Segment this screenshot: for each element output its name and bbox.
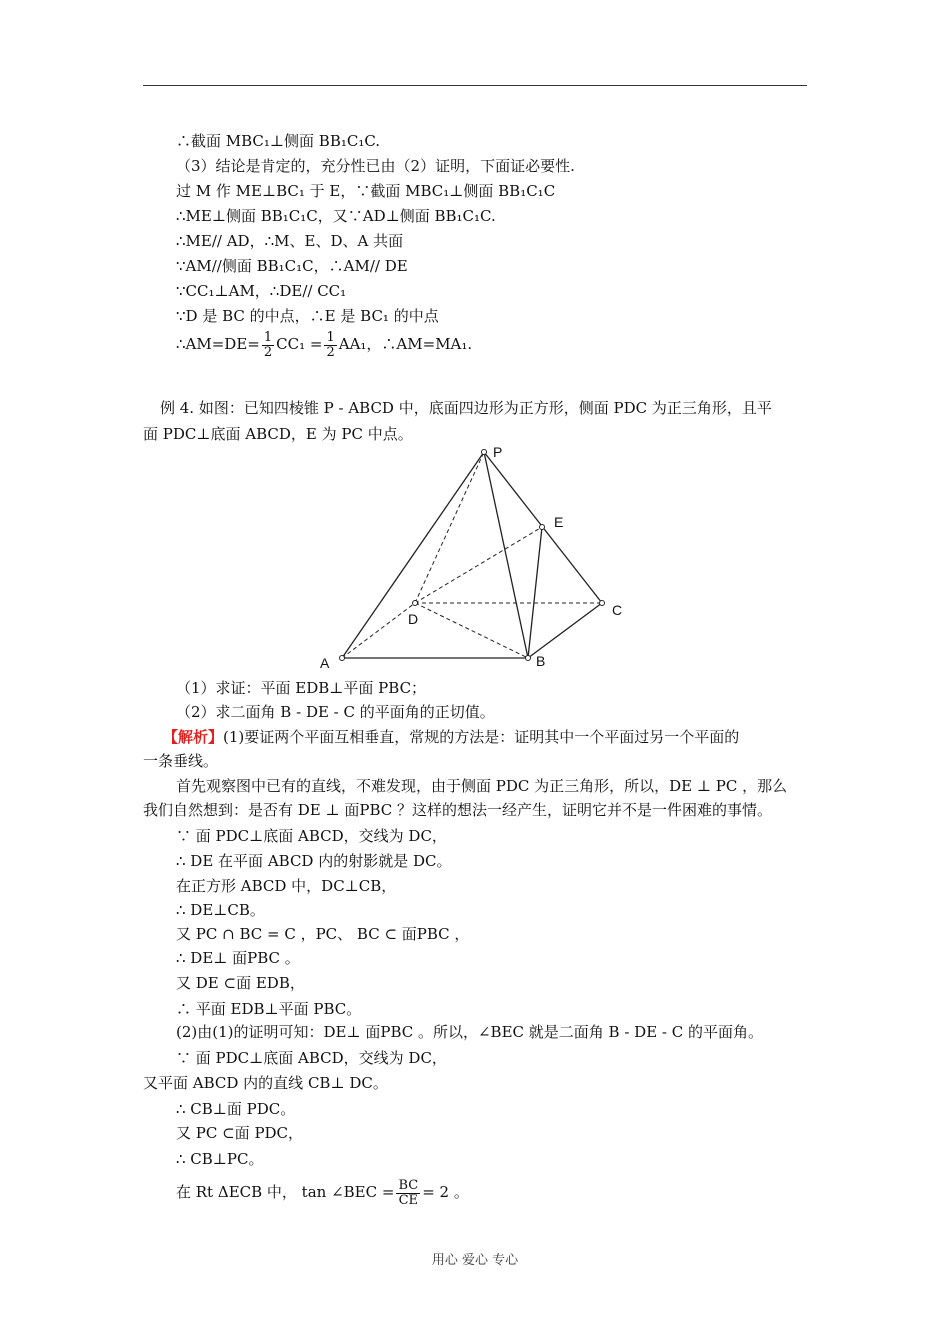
fraction-bc-ce: $\frac{BC}{CE}$ bbox=[398, 1177, 419, 1208]
text-line: 一条垂线。 bbox=[143, 752, 219, 770]
formula-am-de: ∴AM=DE= $\frac{1}{2}$ CC₁ = $\frac{1}{2}$ AA₁，∴AM=MA₁. bbox=[176, 329, 473, 360]
page-footer: 用心 爱心 专心 bbox=[431, 1253, 519, 1268]
text-line: ∴ DE⊥CB。 bbox=[176, 901, 265, 919]
text-line: ∵ 面 PDC⊥底面 ABCD，交线为 DC， bbox=[176, 827, 447, 845]
text-line: ∵AM//侧面 BB₁C₁C，∴AM// DE bbox=[176, 257, 408, 275]
text-line: 首先观察图中已有的直线，不难发现，由于侧面 PDC 为正三角形，所以，DE ⊥ PC ，那么 bbox=[176, 777, 788, 795]
text-line: (2)由(1)的证明可知：DE⊥ 面PBC 。所以，∠BEC 就是二面角 B - DE - C 的平面角。 bbox=[176, 1023, 763, 1041]
label-d: D bbox=[408, 611, 419, 627]
text-line: ∵ 面 PDC⊥底面 ABCD，交线为 DC， bbox=[176, 1049, 447, 1067]
text-line: ∴ CB⊥PC。 bbox=[176, 1150, 264, 1168]
fraction-half: $\frac{1}{2}$ bbox=[263, 329, 273, 360]
text-line: 我们自然想到：是否有 DE ⊥ 面PBC ？这样的想法一经产生，证明它并不是一件困难的事情。 bbox=[143, 801, 773, 819]
example-title: 例 4. 如图：已知四棱锥 P - ABCD 中，底面四边形为正方形，侧面 PDC 为正三角形，且平 bbox=[160, 399, 772, 417]
text-line: ∴ME// AD，∴M、E、D、A 共面 bbox=[176, 232, 404, 250]
text-line: 过 M 作 ME⊥BC₁ 于 E，∵截面 MBC₁⊥侧面 BB₁C₁C bbox=[176, 182, 556, 200]
formula-tan: 在 Rt ΔECB 中， tan ∠BEC = $\frac{BC}{CE}$ = 2 。 bbox=[176, 1177, 469, 1208]
text-line: ∵D 是 BC 的中点，∴E 是 BC₁ 的中点 bbox=[176, 307, 439, 325]
text-line: ∴ 平面 EDB⊥平面 PBC。 bbox=[176, 1000, 362, 1018]
text-line: 又 DE ⊂面 EDB， bbox=[176, 974, 305, 992]
question-1: （1）求证：平面 EDB⊥平面 PBC； bbox=[176, 679, 427, 697]
label-a: A bbox=[320, 655, 330, 671]
text-line: 又 PC ⊂面 PDC， bbox=[176, 1124, 304, 1142]
text-line: 面 PDC⊥底面 ABCD，E 为 PC 中点。 bbox=[143, 425, 413, 443]
text-line: 又 PC ∩ BC = C ，PC、 BC ⊂ 面PBC ， bbox=[176, 925, 470, 943]
label-c: C bbox=[612, 602, 623, 618]
label-b: B bbox=[536, 653, 546, 669]
text-line: 又平面 ABCD 内的直线 CB⊥ DC。 bbox=[143, 1074, 388, 1092]
text-line: ∵CC₁⊥AM，∴DE// CC₁ bbox=[176, 282, 347, 300]
text-line: 在正方形 ABCD 中，DC⊥CB， bbox=[176, 877, 397, 895]
text-line: ∴ DE 在平面 ABCD 内的射影就是 DC。 bbox=[176, 852, 452, 870]
fraction-half: $\frac{1}{2}$ bbox=[326, 329, 335, 360]
analysis-line: 【解析】(1)要证两个平面互相垂直，常规的方法是：证明其中一个平面过另一个平面的 bbox=[163, 728, 740, 746]
question-2: （2）求二面角 B - DE - C 的平面角的正切值。 bbox=[176, 703, 495, 721]
text-line: ∴ME⊥侧面 BB₁C₁C，又∵AD⊥侧面 BB₁C₁C. bbox=[176, 207, 496, 225]
analysis-label: 【解析】 bbox=[163, 728, 224, 746]
text-line: ∴截面 MBC₁⊥侧面 BB₁C₁C. bbox=[176, 132, 381, 150]
label-p: P bbox=[493, 444, 503, 460]
text-line: ∴ CB⊥面 PDC。 bbox=[176, 1100, 296, 1118]
text-line: （3）结论是肯定的，充分性已由（2）证明，下面证必要性. bbox=[176, 157, 575, 175]
text-line: ∴ DE⊥ 面PBC 。 bbox=[176, 949, 300, 967]
label-e: E bbox=[554, 514, 564, 530]
